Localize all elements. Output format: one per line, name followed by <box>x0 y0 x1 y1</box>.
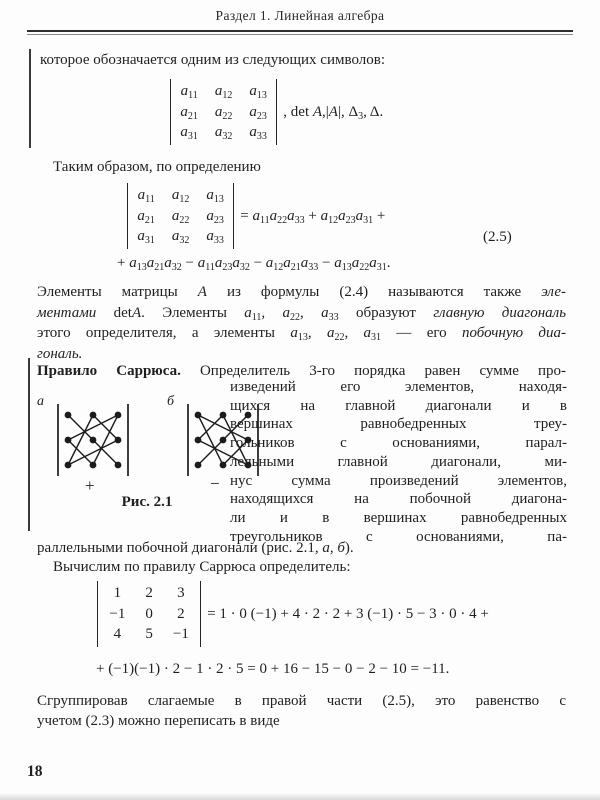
text-line: нус сумма произведений элементов, <box>230 472 567 489</box>
matrix-cell: $a_{11}$ <box>137 187 155 205</box>
matrix-cell: $a_{31}$ <box>180 124 198 142</box>
text-line: учетом (2.3) можно переписать в виде <box>37 713 280 729</box>
matrix-cells <box>171 79 276 145</box>
formula-2-5 <box>127 183 385 249</box>
text-line: треугольников с основаниями, па- <box>230 528 567 545</box>
matrix-cell: $a_{13}$ <box>249 83 267 101</box>
text-line: Элементы матрицы A из формулы (2.4) называются также эле- <box>37 284 566 300</box>
determinant-matrix <box>97 581 201 647</box>
matrix-cell: $a_{13}$ <box>206 187 224 205</box>
closing-paragraph <box>37 691 566 731</box>
figure-part-label-b: б <box>167 394 175 409</box>
matrix-cell: $a_{21}$ <box>137 207 155 226</box>
text-line: изведений его элементов, находя- <box>230 379 567 395</box>
text-line: вершинах равнобедренных треу- <box>230 416 567 433</box>
matrix-cell: $a_{32}$ <box>171 228 190 246</box>
text-line: гональ. <box>37 345 83 362</box>
determinant-matrix <box>127 183 234 249</box>
sarrus-resume-line: раллельными побочной диагонали (рис. 2.1, а, б). <box>37 540 354 556</box>
text-line: ли и в вершинах равнобедренных <box>230 509 567 526</box>
matrix-cell: −1 <box>109 605 126 622</box>
matrix-cell: $a_{33}$ <box>249 124 267 142</box>
matrix-cells <box>98 581 199 647</box>
compute-paragraph: Вычислим по правилу Саррюса определитель: <box>53 559 351 575</box>
example-determinant-display <box>97 581 489 647</box>
matrix-cell: 4 <box>113 626 122 642</box>
determinant-matrix <box>170 79 277 145</box>
matrix-cell: −1 <box>172 626 189 642</box>
formula-rhs-line2: + $a_{13}a_{21}a_{32} - a_{11}a_{23}a_{32} - a_{12}a_{21}a_{33} - a_{13}a_{22}a_{31}$. <box>117 255 391 273</box>
matrix-cell: 2 <box>177 605 185 622</box>
formula-rhs-line1: = $a_{11}a_{22}a_{33} + a_{12}a_{23}a_{31}$ + <box>240 207 386 226</box>
header-rule <box>27 30 573 35</box>
matrix-cell: 0 <box>145 605 153 622</box>
determinant-bar-right <box>200 581 201 647</box>
matrix-cell: $a_{22}$ <box>171 207 190 226</box>
matrix-cells <box>128 183 233 249</box>
matrix-cell: $a_{33}$ <box>206 228 224 246</box>
text-line: этого определителя, а элементы $a_{13}$, $a_{22}$, $a_{31}$ — его побочную диа- <box>37 325 566 343</box>
figure-part-label-a: а <box>37 394 44 409</box>
determinant-bar-right <box>276 79 277 145</box>
matrix-cell: 2 <box>145 585 153 601</box>
text-line: Сгруппировав слагаемые в правой части (2.5), это равенство с <box>37 693 566 709</box>
matrix-cell: $a_{32}$ <box>214 124 233 142</box>
sarrus-rule-lead-line: Правило Саррюса. Определитель 3-го порядка равен сумме про- <box>37 363 566 379</box>
margin-change-bar <box>29 49 31 148</box>
matrix-cell: 1 <box>113 585 122 601</box>
running-head: Раздел 1. Линейная алгебра <box>215 8 385 23</box>
matrix-cell: $a_{23}$ <box>206 207 224 226</box>
equation-number: (2.5) <box>483 229 512 245</box>
matrix-cell: $a_{23}$ <box>249 103 267 122</box>
example-rhs-line1: = 1 · 0 (−1) + 4 · 2 · 2 + 3 (−1) · 5 − 3 · 0 · 4 + <box>207 605 489 622</box>
thus-paragraph: Таким образом, по определению <box>53 159 261 175</box>
text-line: находящихся на побочной диагона- <box>230 491 567 508</box>
plus-sign-label: + <box>85 476 95 495</box>
scan-bottom-edge <box>0 793 600 800</box>
text-line: лельными главной диагонали, ми- <box>230 453 567 470</box>
margin-change-bar <box>28 358 30 531</box>
matrix-cell: $a_{12}$ <box>214 83 233 101</box>
intro-paragraph: которое обозначается одним из следующих символов: <box>40 52 385 68</box>
text-line: щихся на главной диагонали и в <box>230 397 567 414</box>
matrix-cell: 5 <box>145 626 153 642</box>
matrix-cell: $a_{21}$ <box>180 103 198 122</box>
elements-paragraph <box>37 282 566 364</box>
matrix-cell: $a_{11}$ <box>180 83 198 101</box>
example-rhs-line2: + (−1)(−1) · 2 − 1 · 2 · 5 = 0 + 16 − 15 − 0 − 2 − 10 = −11. <box>96 661 450 677</box>
matrix-cell: $a_{22}$ <box>214 103 233 122</box>
text-line: ментами detA. Элементы $a_{11}$, $a_{22}$, $a_{33}$ образуют главную диагональ <box>37 304 567 323</box>
matrix-cell: 3 <box>177 585 185 601</box>
determinant-bar-right <box>233 183 234 249</box>
matrix-cell: $a_{31}$ <box>137 228 155 246</box>
page-number: 18 <box>27 763 43 780</box>
matrix-cell: $a_{12}$ <box>171 187 190 205</box>
sarrus-plus-diagram <box>55 404 131 476</box>
figure-caption: Рис. 2.1 <box>121 494 173 510</box>
determinant-notation-display <box>170 79 383 145</box>
sarrus-wrapped-text-column <box>230 378 567 546</box>
minus-sign-label: − <box>210 474 220 493</box>
determinant-symbols: , det A,|A|, $\Delta_3$, Δ. <box>283 103 384 122</box>
text-line: гольников с основаниями, парал- <box>230 435 567 452</box>
